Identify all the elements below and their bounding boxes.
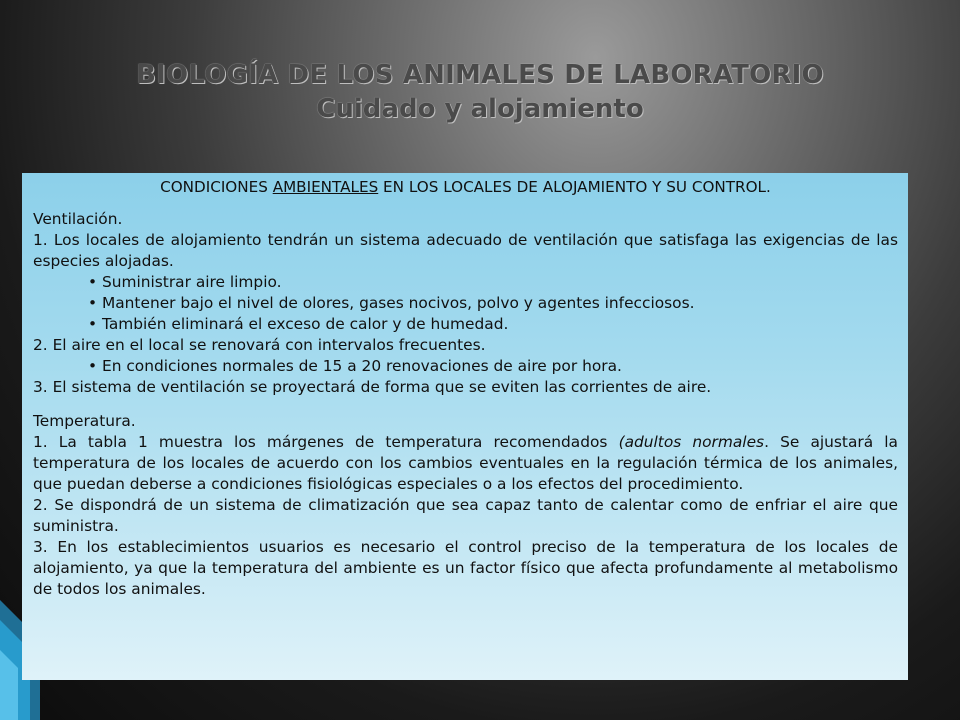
ventilacion-bullet-4: • En condiciones normales de 15 a 20 renovaciones de aire por hora. [88, 357, 622, 375]
temperatura-p1-start: 1. La tabla 1 muestra los márgenes de temperatura recomendados [33, 433, 619, 451]
slide-title [0, 58, 960, 126]
ventilacion-point-2: 2. El aire en el local se renovará con intervalos frecuentes. [33, 336, 486, 354]
spacer [33, 398, 898, 411]
ventilacion-bullet-3: • También eliminará el exceso de calor y de humedad. [88, 315, 509, 333]
content-box [22, 173, 908, 680]
ventilacion-point-3: 3. El sistema de ventilación se proyectará de forma que se eviten las corrientes de aire. [33, 378, 712, 396]
heading-part-2: EN LOS LOCALES DE ALOJAMIENTO Y SU CONTROL. [378, 178, 771, 196]
temperatura-p1-italic: (adultos normales [618, 433, 765, 451]
heading-part-1: CONDICIONES [160, 178, 273, 196]
temperatura-point-2: 2. Se dispondrá de un sistema de climatización que sea capaz tanto de calentar como de enfriar el aire que suministra. [33, 496, 898, 535]
ventilacion-bullet-1: • Suministrar aire limpio. [88, 273, 282, 291]
temperatura-point-1 [33, 432, 898, 495]
ventilacion-point-1: 1. Los locales de alojamiento tendrán un sistema adecuado de ventilación que satisfaga las exigencias de las especies alojadas. [33, 231, 898, 270]
temperatura-p1-end: . Se ajustará la temperatura de los locales de acuerdo con los cambios eventuales en la regulación térmica de los animales, que puedan deberse a condiciones fisiológicas especiales o a los efectos del procedimiento. [33, 433, 898, 493]
temperatura-point-3: 3. En los establecimientos usuarios es necesario el control preciso de la temperatura de los locales de alojamiento, ya que la temperatura del ambiente es un factor físico que afecta profundamente al metabolismo de todos los animales. [33, 538, 898, 598]
title-line-2: Cuidado y alojamiento [316, 94, 644, 124]
temperatura-label-suffix: . [130, 412, 136, 430]
title-line-1: BIOLOGÍA DE LOS ANIMALES DE LABORATORIO [136, 60, 824, 90]
ventilacion-label: Ventilación. [33, 210, 123, 228]
temperatura-label-text: Temperatura [33, 412, 131, 430]
temperatura-label [33, 411, 898, 432]
section-heading [33, 177, 898, 198]
heading-underlined-word: AMBIENTALES [272, 178, 379, 196]
ventilacion-bullet-2: • Mantener bajo el nivel de olores, gases nocivos, polvo y agentes infecciosos. [88, 294, 695, 312]
